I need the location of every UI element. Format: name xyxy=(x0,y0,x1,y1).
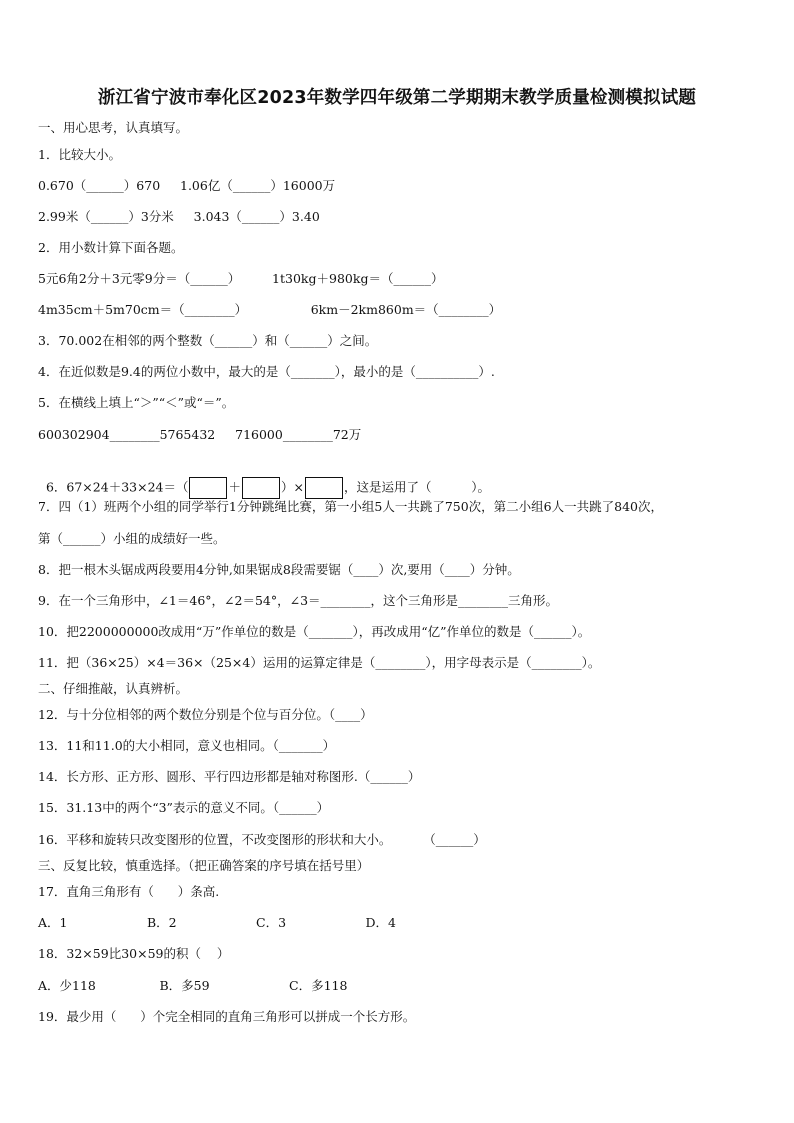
question-16: 16．平移和旋转只改变图形的位置，不改变图形的形状和大小。 （______） xyxy=(38,832,486,847)
question-12: 12．与十分位相邻的两个数位分别是个位与百分位。（____） xyxy=(38,707,373,722)
question-7-line-b: 第（______）小组的成绩好一些。 xyxy=(38,531,226,546)
question-19: 19．最少用（ ）个完全相同的直角三角形可以拼成一个长方形。 xyxy=(38,1009,416,1024)
question-18-options: A．少118 B．多59 C．多118 xyxy=(38,978,348,993)
question-2-line-a: 5元6角2分＋3元零9分＝（______） 1t30kg＋980kg＝（______） xyxy=(38,271,444,286)
question-6-suffix: ，这是运用了（ ）。 xyxy=(343,479,490,495)
question-10: 10．把2200000000改成用“万”作单位的数是（_______），再改成用“亿”作单位的数是（______）。 xyxy=(38,624,591,639)
question-15: 15．31.13中的两个“3”表示的意义不同。（______） xyxy=(38,800,330,815)
plus-sign: ＋ xyxy=(228,479,241,495)
question-3: 3．70.002在相邻的两个整数（______）和（______）之间。 xyxy=(38,333,378,348)
question-2-line-b: 4m35cm＋5m70cm＝（________） 6km－2km860m＝（________） xyxy=(38,302,502,317)
question-1-line-a: 0.670（______）670 1.06亿（______）16000万 xyxy=(38,178,336,193)
times-sign: ）× xyxy=(281,479,304,495)
question-6 xyxy=(38,461,490,499)
question-17-options: A．1 B．2 C．3 D．4 xyxy=(38,915,397,930)
question-5-line-a: 600302904________5765432 716000________72万 xyxy=(38,427,362,442)
question-11: 11．把（36×25）×4＝36×（25×4）运用的运算定律是（________），用字母表示是（________）。 xyxy=(38,655,601,670)
question-14: 14．长方形、正方形、圆形、平行四边形都是轴对称图形.（______） xyxy=(38,769,421,784)
question-17: 17．直角三角形有（ ）条高. xyxy=(38,884,220,899)
answer-box-3[interactable] xyxy=(305,477,343,499)
question-1: 1．比较大小。 xyxy=(38,147,121,162)
question-4: 4．在近似数是9.4的两位小数中，最大的是（_______），最小的是（__________）. xyxy=(38,364,495,379)
answer-box-2[interactable] xyxy=(242,477,280,499)
section-heading-2: 二、仔细推敲，认真辨析。 xyxy=(38,681,189,696)
question-18: 18．32×59比30×59的积（ ） xyxy=(38,946,230,961)
section-heading-3: 三、反复比较，慎重选择。（把正确答案的序号填在括号里） xyxy=(38,858,370,873)
section-heading-1: 一、用心思考，认真填写。 xyxy=(38,120,189,135)
question-7: 7．四（1）班两个小组的同学举行1分钟跳绳比赛，第一小组5人一共跳了750次，第二小组6人一共跳了840次， xyxy=(38,499,663,514)
question-13: 13．11和11.0的大小相同，意义也相同。（_______） xyxy=(38,738,336,753)
question-9: 9．在一个三角形中，∠1＝46°，∠2＝54°，∠3＝________，这个三角形是________三角形。 xyxy=(38,593,559,608)
question-8: 8．把一根木头锯成两段要用4分钟,如果锯成8段需要锯（____）次,要用（____）分钟。 xyxy=(38,562,520,577)
question-6-prefix: 6．67×24＋33×24＝（ xyxy=(45,479,189,495)
answer-box-1[interactable] xyxy=(189,477,227,499)
question-1-line-b: 2.99米（______）3分米 3.043（______）3.40 xyxy=(38,209,320,224)
question-5: 5．在横线上填上“＞”“＜”或“＝”。 xyxy=(38,395,235,410)
page-title: 浙江省宁波市奉化区2023年数学四年级第二学期期末教学质量检测模拟试题 xyxy=(97,88,697,108)
question-2: 2．用小数计算下面各题。 xyxy=(38,240,184,255)
